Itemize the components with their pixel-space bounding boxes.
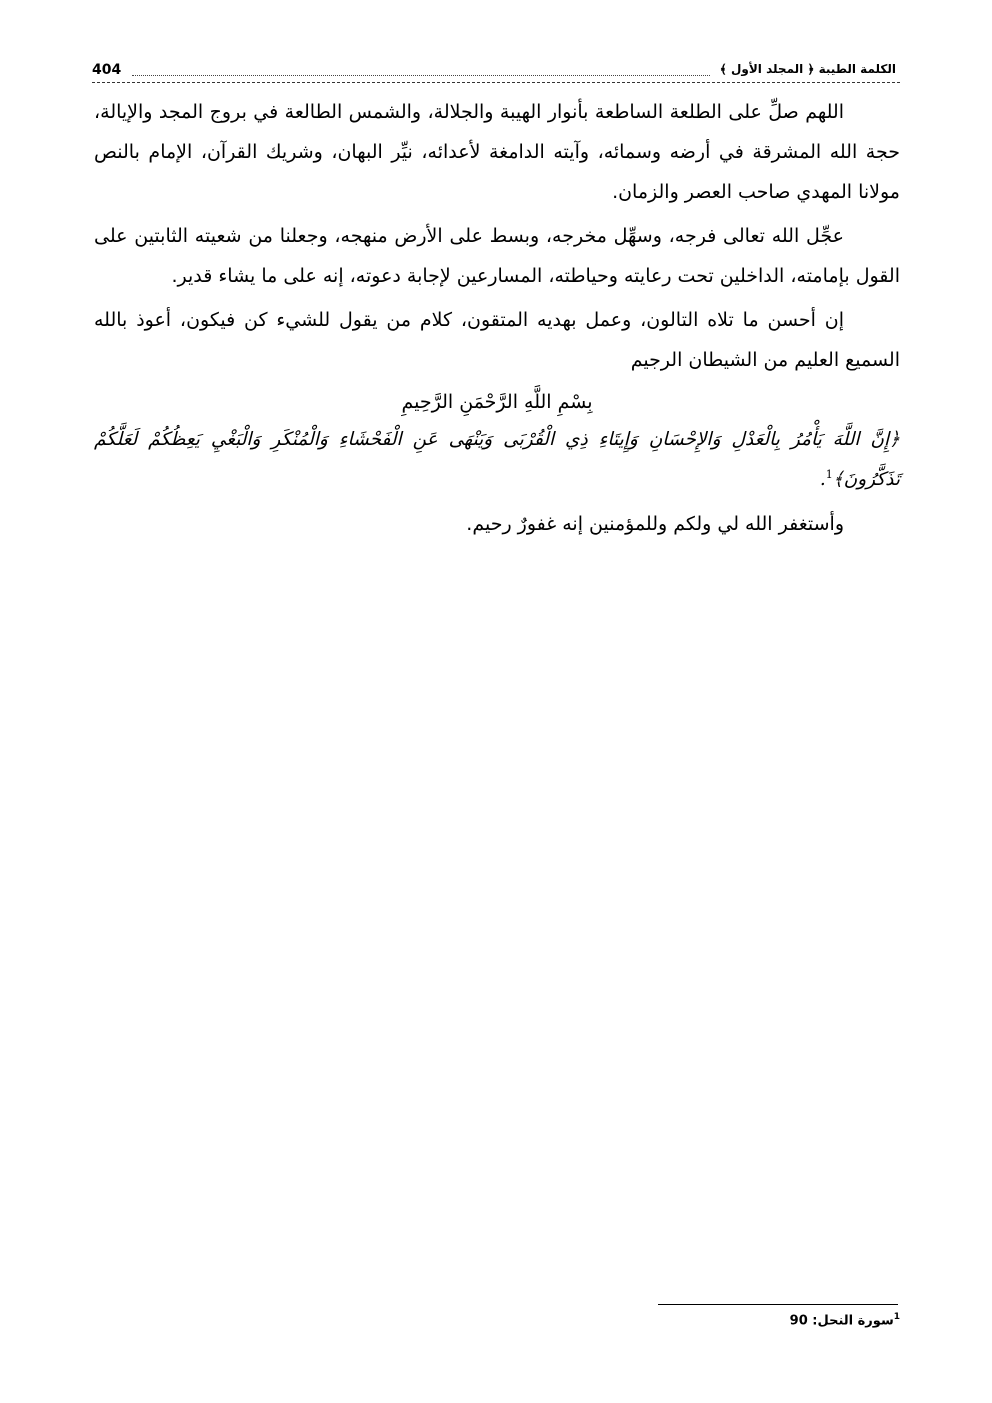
closing-line: وأستغفر الله لي ولكم وللمؤمنين إنه غفورٌ رحيم.: [466, 513, 844, 535]
paragraph-salawat: اللهم صلِّ على الطلعة الساطعة بأنوار الهيبة والجلالة، والشمس الطالعة في بروج المجد والإيالة، حجة الله المشرقة في أرضه وسمائه، وآيته الدامغة لأعدائه، نيِّر البهان، وشريك القرآن، الإمام بالنص مولانا المهدي صاحب العصر والزمان.: [94, 101, 900, 203]
page-header: [92, 56, 900, 86]
footnote-separator: [658, 1304, 898, 1305]
basmala: بِسْمِ اللَّهِ الرَّحْمَنِ الرَّحِيمِ: [401, 391, 593, 413]
footnote-reference[interactable]: 1: [825, 467, 833, 481]
book-title: الكلمة الطيبة ﴿ المجلد الأول ﴾: [719, 62, 896, 76]
verse-end: .: [819, 469, 826, 490]
page-number: 404: [92, 62, 122, 78]
header-rule: [92, 82, 900, 83]
paragraph-isti-adha: إن أحسن ما تلاه التالون، وعمل بهديه المتقون، كلام من يقول للشيء كن فيكون، أعوذ بالله السميع العليم من الشيطان الرجيم: [94, 309, 900, 371]
page-body: [94, 92, 900, 544]
footnote: [790, 1312, 900, 1328]
footnote-mark: 1: [893, 1312, 900, 1322]
paragraph-dua: عجِّل الله تعالى فرجه، وسهِّل مخرجه، وبسط على الأرض منهجه، وجعلنا من شعيته الثابتين على القول بإمامته، الداخلين تحت رعايته وحياطته، المسارعين لإجابة دعوته، إنه على ما يشاء قدير.: [94, 225, 900, 287]
header-dot-leader: [132, 75, 710, 76]
quran-verse: [94, 420, 900, 500]
verse-text: ﴿إِنَّ اللَّهَ يَأْمُرُ بِالْعَدْلِ وَالإِحْسَانِ وَإِيتَاءِ ذِي الْقُرْبَى وَيَنْهَى عَنِ الْفَحْشَاءِ وَالْمُنْكَرِ وَالْبَغْيِ يَعِظُكُمْ لَعَلَّكُمْ تَذَكَّرُونَ﴾: [94, 429, 900, 490]
footnote-text: سورة النحل: 90: [789, 1313, 894, 1329]
